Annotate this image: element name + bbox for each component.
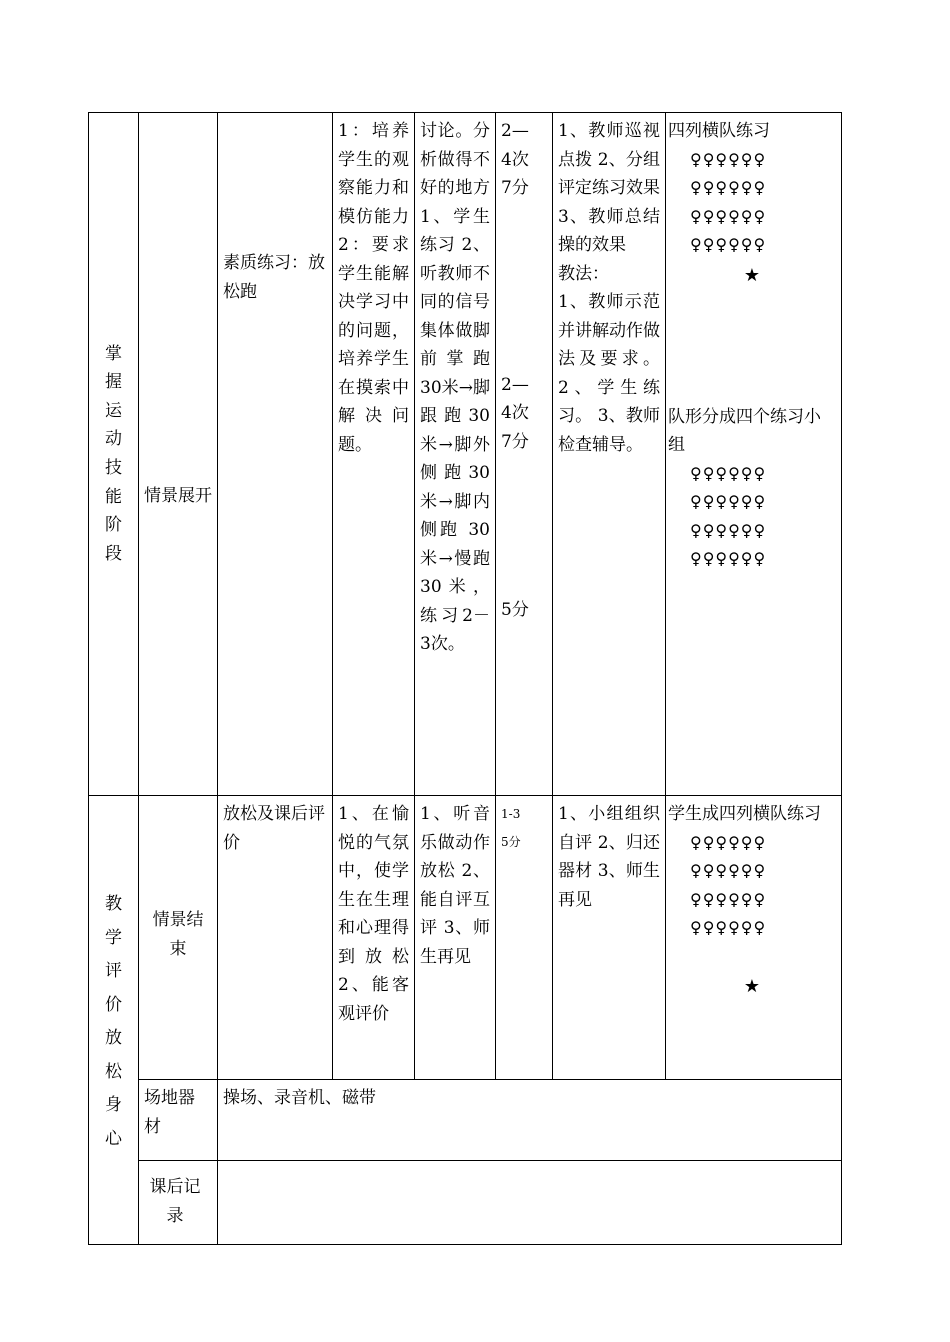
teacher-star-icon: ★ [743, 264, 761, 286]
stage1-label: 掌握运动技能阶段 [105, 343, 122, 564]
lesson-plan-table-part2 [88, 795, 842, 1245]
stage1-time-2: 2—4次7分 [501, 374, 529, 452]
diagram2-caption: 队形分成四个练习小组 [668, 406, 821, 455]
formation-row: ♀♀♀♀♀♀ [690, 178, 767, 197]
diagram3-caption: 学生成四列横队练习 [668, 804, 821, 824]
stage1-content-cell [218, 113, 333, 796]
stage2-objectives: 1、在愉悦的气氛中，使学生在生理和心理得到放松 2、能客观评价 [338, 804, 409, 1024]
formation-row: ♀♀♀♀♀♀ [690, 520, 767, 540]
stage1-teacher-cell [553, 113, 666, 796]
diagram1-caption: 四列横队练习 [668, 121, 770, 141]
lesson-plan-table [88, 112, 842, 796]
venue-label-cell [139, 1080, 218, 1161]
formation-row: ♀♀♀♀♀♀ [690, 889, 767, 909]
stage1-objectives-cell [333, 113, 415, 796]
formation-row: ♀♀♀♀♀♀ [690, 549, 767, 568]
stage1-content-label: 素质练习：放松跑 [223, 253, 325, 302]
stage2-cell [89, 796, 139, 1245]
venue-value-cell [218, 1080, 842, 1161]
stage2-content-label: 放松及课后评价 [223, 804, 325, 853]
stage2-time-cell [496, 796, 553, 1080]
stage2-students-cell [415, 796, 496, 1080]
formation-diagram-3 [668, 829, 836, 943]
venue-row [89, 1080, 842, 1161]
stage2-time-1: 1-3 [501, 807, 521, 821]
stage1-teacher-activities: 1、教师巡视点拨 2、分组评定练习效果 3、教师总结操的效果 [558, 121, 660, 255]
formation-row: ♀♀♀♀♀♀ [690, 832, 767, 852]
stage2-time-2: 5分 [501, 835, 521, 849]
stage2-content-cell [218, 796, 333, 1080]
stage1-diagram-cell [666, 113, 842, 796]
stage2-section-cell [139, 796, 218, 1080]
notes-row [89, 1161, 842, 1245]
stage2-student-activities: 1、听音乐做动作放松 2、能自评互评 3、师生再见 [420, 804, 490, 967]
stage1-objectives: 1：培养学生的观察能力和模仿能力 2：要求学生能解决学习中的问题，培养学生在摸索中解决问题。 [338, 121, 409, 455]
stage1-time-cell [496, 113, 553, 796]
teacher-star-icon: ★ [743, 975, 761, 997]
formation-row: ♀♀♀♀♀♀ [690, 235, 767, 254]
notes-value-cell [218, 1161, 842, 1245]
formation-row: ♀♀♀♀♀♀ [690, 206, 767, 226]
formation-diagram-1 [668, 146, 836, 260]
venue-value: 操场、录音机、磁带 [223, 1088, 376, 1108]
stage1-teacher-method: 1、教师示范并讲解动作做法及要求。 2、学生练习。 3、教师检查辅导。 [558, 292, 660, 455]
stage2-objectives-cell [333, 796, 415, 1080]
stage1-section-cell [139, 113, 218, 796]
stage2-label: 教学评价放松身心 [105, 894, 122, 1149]
stage1-time-3: 5分 [501, 600, 529, 620]
formation-row: ♀♀♀♀♀♀ [690, 149, 767, 169]
formation-row: ♀♀♀♀♀♀ [690, 463, 767, 483]
stage2-diagram-cell [666, 796, 842, 1080]
stage2-row [89, 796, 842, 1080]
stage1-cell [89, 113, 139, 796]
formation-row: ♀♀♀♀♀♀ [690, 861, 767, 880]
formation-row: ♀♀♀♀♀♀ [690, 492, 767, 511]
notes-label: 课后记录 [149, 1177, 201, 1226]
stage1-method-label: 教法： [558, 263, 609, 284]
formation-diagram-2 [668, 460, 836, 574]
stage2-teacher-activities: 1、小组组织自评 2、归还器材 3、师生再见 [558, 804, 660, 910]
venue-label: 场地器材 [144, 1088, 195, 1137]
formation-row: ♀♀♀♀♀♀ [690, 918, 767, 937]
stage1-section-label: 情景展开 [144, 485, 212, 506]
stage2-teacher-cell [553, 796, 666, 1080]
stage1-students-cell [415, 113, 496, 796]
stage1-time-1: 2—4次7分 [501, 121, 529, 198]
stage1-student-activities: 讨论。分析做得不好的地方 1、学生练习 2、听教师不同的信号集体做脚前掌跑 30米→脚跟跑30米→脚外侧跑30米→脚内侧跑 30米→慢跑 30米，练习2－3次。 [420, 121, 490, 654]
notes-label-cell [139, 1161, 218, 1245]
stage2-section-label: 情景结束 [152, 910, 204, 959]
stage1-row [89, 113, 842, 796]
